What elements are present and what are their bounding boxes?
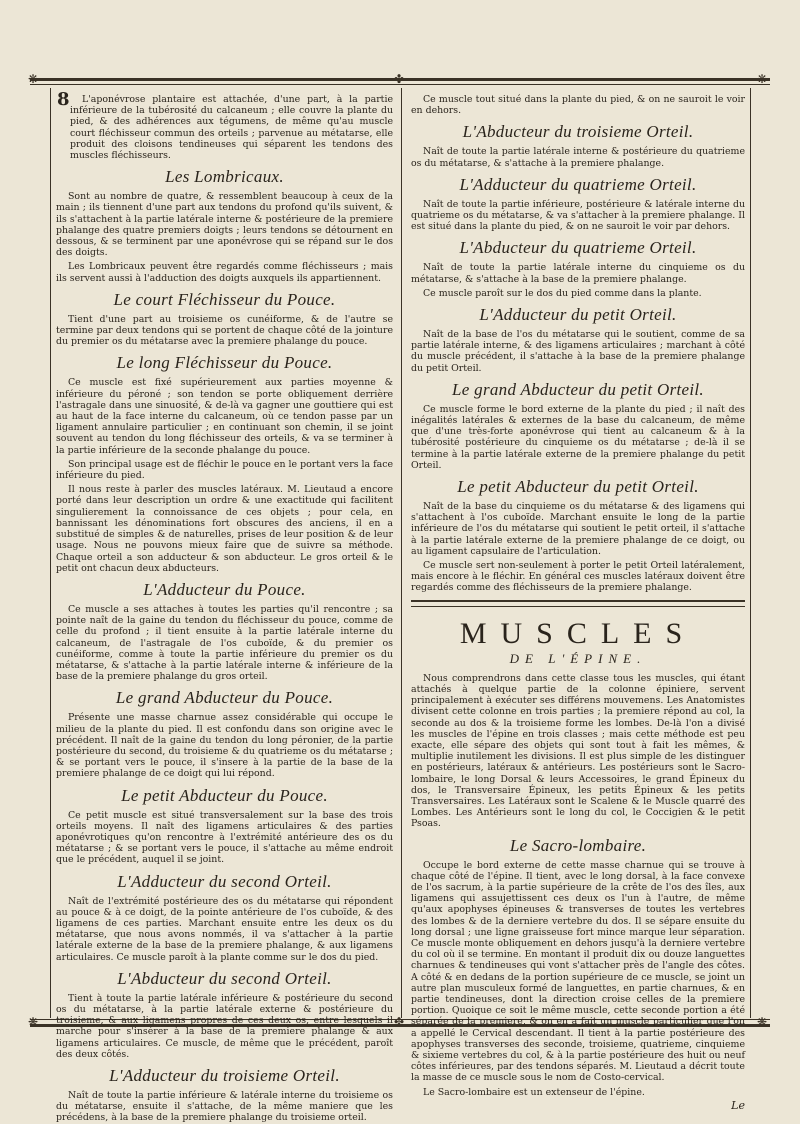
paragraph: Il nous reste à parler des muscles latéraux. M. Lieutaud a encore porté dans leur description un ordre & une exactitude qui facilitent singulierement la connoissance de ces objets ; pour cela, en bannissant les dénominations fort obscures des anciens, il en a substitué de simples & de naturelles, prises de leur position & de leur usage. Nous ne pouvons mieux faire que de suivre sa méthode. Chaque orteil a son adducteur & son abducteur. Le gros orteil & le petit ont chacun deux abducteurs. <box>56 484 393 574</box>
paragraph: Ce muscle sert non-seulement à porter le petit Orteil latéralement, mais encore à le fléchir. En général ces muscles latéraux doivent être regardés comme des fléchisseurs de la premiere phalange. <box>411 560 745 594</box>
section-title: Le grand Abducteur du petit Orteil. <box>452 379 704 399</box>
paragraph: Ce muscle forme le bord externe de la plante du pied ; il naît des inégalités latérales & externes de la base du calcaneum, de même que d'une très-forte aponévrose qui tient au calcaneum & à la tubérosité postérieure du cinquieme os du métatarse ; de-là il se termine à la partie latérale externe de la premiere phalange du petit Orteil. <box>411 403 745 471</box>
paragraph: Naît de toute la partie latérale interne & postérieure du quatrieme os du métatarse, & s'attache à la premiere phalange. <box>411 146 745 169</box>
left-column <box>56 94 393 1124</box>
paragraph: Occupe le bord externe de cette masse charnue qui se trouve à chaque côté de l'épine. Il tient, avec le long dorsal, à la face convexe de l'os sacrum, à la partie supérieure de la crête de l'os des îles, aux ligamens qui assujettissent ces deux os l'un à l'autre, de même qu'aux apophyses épineuses & transverses de toutes les vertebres des lombes & de la derniere vertebre du dos. Il se sépare ensuite du long dorsal ; une ligne graisseuse fort mince marque leur séparation. Ce muscle monte obliquement en dehors jusqu'à la derniere vertebre du col où il se termine. En montant il produit dix ou douze languettes charnues & tendineuses qui vont s'attacher près de l'angle des côtes. A côté & en dedans de la portion supérieure de ce muscle, se joint un autre plan musculeux formé de languettes, en partie charnues, & en partie tendineuses, dont la direction croise celles de la premiere portion. Quoique ce soit le même muscle, cette seconde portion a été séparée de la premiere, & on en a fait un muscle particulier que l'on a appellé le Cervical descendant. Il tient à la partie postérieure des apophyses transverses des seconde, troisieme, quatrieme, cinquieme & sixieme vertebres du col, & à la partie postérieure des huit ou neuf côtes inférieures, par des tendons séparés. M. Lieutaud a décrit toute la masse de ce muscle sous le nom de Costo-cervical. <box>411 859 745 1084</box>
paragraph: Ce muscle a ses attaches à toutes les parties qu'il rencontre ; sa pointe naît de la gaine du tendon du fléchisseur du pouce, comme de celle du profond ; il tient ensuite à la partie latérale interne du calcaneum, de l'astragale de l'os cuboïde, & du premier os cunéiforme, comme à toute la partie inférieure du premier os du métatarse, & s'attache à la partie latérale interne & inférieure de la base de la premiere phalange du gros orteil. <box>56 603 393 683</box>
paragraph: Naît de toute la partie latérale interne du cinquieme os du métatarse, & s'attache à la base de la premiere phalange. <box>411 262 745 285</box>
section-title: Le Sacro-lombaire. <box>509 835 647 855</box>
paragraph: Naît de toute la partie inférieure & latérale interne du troisieme os du métatarse, ensuite il s'attache, de la même maniere que les précédens, à la base de la premiere phalange du troisieme orteil. <box>56 1090 393 1124</box>
paragraph: Présente une masse charnue assez considérable qui occupe le milieu de la plante du pied. Il est confondu dans son origine avec le précédent. Il naît de la gaine du tendon du long péronier, de la partie postérieure du second, du troisieme & du quatrieme os du métatarse ; & se portant vers le pouce, il s'insere à la partie de la base de la premiere phalange de ce doigt qui lui répond. <box>56 712 393 780</box>
section-title: L'Adducteur du second Orteil. <box>117 871 332 891</box>
intro-paragraph: L'aponévrose plantaire est attachée, d'une part, à la partie inférieure de la tubérosité du calcaneum ; elle couvre la plante du pied, & des adhérences aux tégumens, de même qu'au muscle court fléchisseur commun des orteils ; parvenue au métatarse, elle produit des cloisons tendineuses qui séparent les tendons des muscles fléchisseurs. <box>70 94 393 162</box>
page-number: 8 <box>57 89 70 110</box>
page-frame <box>28 72 770 1124</box>
section-title: Le petit Abducteur du petit Orteil. <box>457 477 699 497</box>
paragraph: Ce muscle paroît sur le dos du pied comme dans la plante. <box>423 287 702 299</box>
corner-ornament-icon: ❋ <box>28 72 39 86</box>
section-title: Le court Fléchisseur du Pouce. <box>113 289 336 309</box>
chapter-title: MUSCLES <box>459 616 697 650</box>
corner-ornament-icon: ❋ <box>757 72 768 86</box>
corner-ornament-icon: ❋ <box>28 1015 39 1029</box>
paragraph: Naît de l'extrémité postérieure des os du métatarse qui répondent au pouce & à ce doigt, de la pointe antérieure de l'os cuboïde, & des ligamens de ces parties. Marchant ensuite entre les deux os du métatarse, que nous avons nommés, il va s'attacher à la partie latérale externe de la base de la premiere phalange, & aux ligamens articulaires. Ce muscle paroît à la plante comme sur le dos du pied. <box>56 895 393 963</box>
paragraph: Tient d'une part au troisieme os cunéiforme, & de l'autre se termine par deux tendons qui se portent de chaque côté de la jointure du premier os du métatarse avec la premiere phalange du pouce. <box>56 313 393 348</box>
paragraph: Naît de la base du cinquieme os du métatarse & des ligamens qui s'attachent à l'os cuboïde. Marchant ensuite le long de la partie inférieure de l'os du métatarse qui soutient le petit orteil, il s'attache à la partie latérale externe de la premiere phalange de ce doigt, ou au ligament capsulaire de l'articulation. <box>411 501 745 557</box>
paragraph: Les Lombricaux peuvent être regardés comme fléchisseurs ; mais ils servent aussi à l'adduction des doigts auxquels ils appartiennent. <box>56 261 393 284</box>
section-title: L'Abducteur du troisieme Orteil. <box>462 122 694 142</box>
section-title: Le grand Abducteur du Pouce. <box>115 688 334 708</box>
section-title: Le petit Abducteur du Pouce. <box>121 785 328 805</box>
corner-ornament-icon: ❋ <box>757 1015 768 1029</box>
chapter-subtitle: DE L'ÉPINE. <box>509 650 647 666</box>
section-title: L'Adducteur du petit Orteil. <box>479 305 677 325</box>
section-separator <box>411 600 745 607</box>
paragraph: Naît de la base de l'os du métatarse qui le soutient, comme de sa partie latérale interne, & des ligamens articulaires ; marchant à côté du muscle précédent, il s'attache à la base de la premiere phalange du petit Orteil. <box>411 329 745 374</box>
center-ornament-icon: ✤ <box>394 1015 405 1029</box>
section-title: Les Lombricaux. <box>165 167 284 187</box>
section-title: L'Adducteur du troisieme Orteil. <box>109 1066 340 1085</box>
section-title: L'Adducteur du Pouce. <box>143 579 306 599</box>
paragraph: Le Sacro-lombaire est un extenseur de l'épine. <box>423 1086 645 1098</box>
paragraph: Tient à toute la partie latérale inférieure & postérieure du second os du métatarse, à la partie latérale externe & postérieure du troisieme, & aux ligamens propres de ces deux os, entre lesquels il marche pour s'insérer à la base de la premiere phalange & aux ligamens articulaires. Ce muscle, de même que le précédent, paroît des deux côtés. <box>56 992 393 1060</box>
catchword: Le <box>731 1098 745 1112</box>
paragraph: Nous comprendrons dans cette classe tous les muscles, qui étant attachés à quelque partie de la colonne épiniere, servent principalement à exécuter ses différens mouvemens. Les Anatomistes divisent cette colonne en trois parties ; la premiere répond au col, la seconde au dos & la troisieme forme les lombes. De-là l'on a divisé les muscles de l'épine en trois classes ; mais cette méthode est peu exacte, elle sépare des objets qui sont tout à fait les mêmes, & multiplie inutilement les divisions. Il est plus simple de les distinguer en postérieurs, latéraux & antérieurs. Les postérieurs sont le Sacro-lombaire, le long Dorsal & leurs Accessoires, le grand Épineux du dos, le Transversaire Épineux, les petits Épineux & les petits Transversaires. Les Latéraux sont le Scalene & le Muscle quarré des Lombes. Les Antérieurs sont le long du col, le Coccigien & le petit Psoas. <box>411 672 745 830</box>
section-title: Le long Fléchisseur du Pouce. <box>116 353 333 373</box>
section-title: L'Abducteur du quatrieme Orteil. <box>459 238 697 258</box>
right-border <box>750 88 751 1018</box>
paragraph: Ce muscle tout situé dans la plante du pied, & on ne sauroit le voir en dehors. <box>411 94 745 117</box>
left-border <box>50 88 51 1018</box>
center-ornament-icon: ✤ <box>394 72 405 86</box>
paragraph: Sont au nombre de quatre, & ressemblent beaucoup à ceux de la main ; ils tiennent d'une part aux tendons du profond qu'ils suivent, & ils s'attachent à la partie latérale interne & postérieure de la premiere phalange des quatre premiers doigts ; leurs tendons se détournent en dessous, & se terminent par une aponévrose qui se répand sur le dos des doigts. <box>56 191 393 259</box>
section-title: L'Abducteur du second Orteil. <box>117 968 332 988</box>
column-divider <box>401 88 402 1018</box>
paragraph: Ce petit muscle est situé transversalement sur la base des trois orteils moyens. Il naît des ligamens articulaires & des parties aponévrotiques qu'on rencontre à l'extrémité antérieure des os du métatarse ; & se portant vers le pouce, il s'attache au même endroit que le précédent, auquel il se joint. <box>56 809 393 866</box>
section-title: L'Adducteur du quatrieme Orteil. <box>459 174 697 194</box>
paragraph: Ce muscle est fixé supérieurement aux parties moyenne & inférieure du péroné ; son tendon se porte obliquement derrière l'astragale dans une sinuosité, & de-là va gagner une gouttiere qui est au haut de la face interne du calcaneum, où ce tendon passe par un ligament annulaire particulier ; en continuant son chemin, il se joint souvent au tendon du long fléchisseur des orteils, & va se terminer à la partie inférieure de la seconde phalange du pouce. <box>56 377 393 456</box>
right-column <box>411 94 745 1112</box>
paragraph: Son principal usage est de fléchir le pouce en le portant vers la face inférieure du pied. <box>56 458 393 482</box>
paragraph: Naît de toute la partie inférieure, postérieure & latérale interne du quatrieme os du métatarse, & va s'attacher à la premiere phalange. Il est situé dans la plante du pied, & on ne sauroit le voir par dehors. <box>411 198 745 233</box>
